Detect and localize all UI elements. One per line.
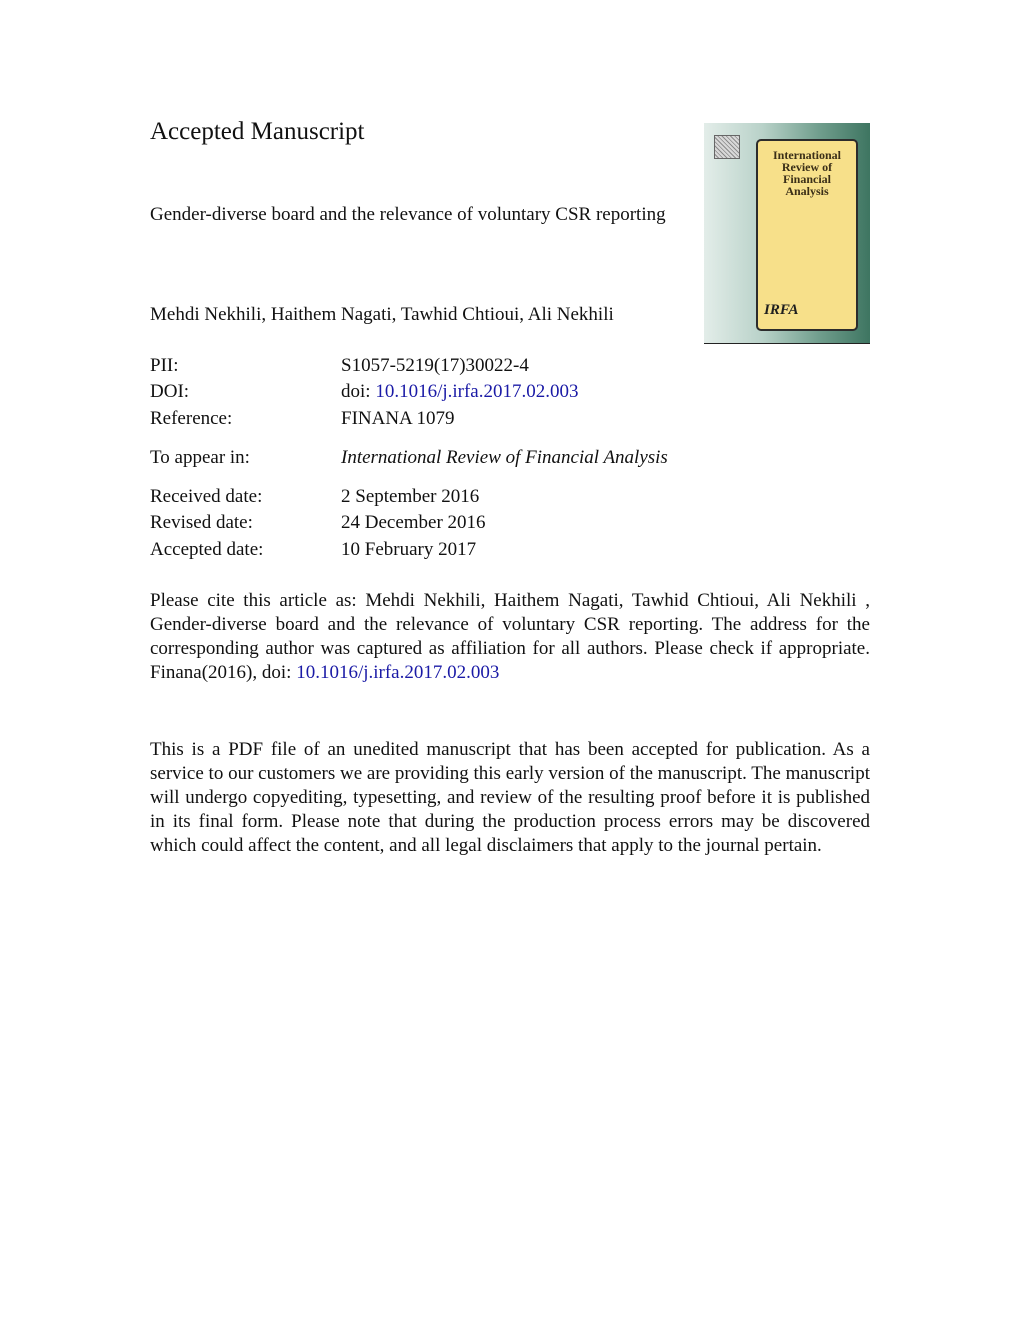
pii-value: S1057-5219(17)30022-4 <box>341 355 529 376</box>
reference-value: FINANA 1079 <box>341 408 455 429</box>
revised-date-value: 24 December 2016 <box>341 512 486 533</box>
received-date-label: Received date: <box>150 486 263 507</box>
received-date-value: 2 September 2016 <box>341 486 480 507</box>
journal-name: International Review of Financial Analysis <box>341 447 668 468</box>
publisher-logo-icon <box>714 135 740 159</box>
citation-text: Please cite this article as: Mehdi Nekhili, Haithem Nagati, Tawhid Chtioui, Ali Nekhili , Gender-diverse board and the relevance of voluntary CSR reporting. The address for the corresponding author was captured as affiliation for all authors. Please check if appropriate. Finana(2016), doi: <box>150 590 870 683</box>
article-title: Gender-diverse board and the relevance of voluntary CSR reporting <box>150 204 666 225</box>
cover-journal-title: International Review of Financial Analysis <box>772 148 841 198</box>
appear-in-label: To appear in: <box>150 447 250 468</box>
reference-label: Reference: <box>150 408 233 429</box>
pii-label: PII: <box>150 355 179 376</box>
revised-date-label: Revised date: <box>150 512 253 533</box>
journal-cover-image <box>704 123 870 343</box>
accepted-date-label: Accepted date: <box>150 539 264 560</box>
disclaimer-paragraph: This is a PDF file of an unedited manuscript that has been accepted for publication. As a service to our customers we are providing this early version of the manuscript. The manuscript will undergo copyediting, typesetting, and review of the resulting proof before it is published in its final form. Please note that during the production process errors may be discovered which could affect the content, and all legal disclaimers that apply to the journal pertain. <box>150 739 870 856</box>
doi-prefix: doi: <box>341 381 371 402</box>
page-heading: Accepted Manuscript <box>150 118 365 145</box>
author-list: Mehdi Nekhili, Haithem Nagati, Tawhid Chtioui, Ali Nekhili <box>150 304 614 325</box>
doi-label: DOI: <box>150 381 190 402</box>
cover-title-panel <box>756 139 858 331</box>
cover-divider <box>704 343 870 344</box>
doi-value <box>341 381 579 403</box>
citation-paragraph <box>150 589 870 685</box>
accepted-date-value: 10 February 2017 <box>341 539 477 560</box>
citation-doi-link[interactable]: 10.1016/j.irfa.2017.02.003 <box>296 662 500 683</box>
doi-link[interactable]: 10.1016/j.irfa.2017.02.003 <box>375 381 579 402</box>
cover-journal-abbreviation: IRFA <box>764 302 799 318</box>
